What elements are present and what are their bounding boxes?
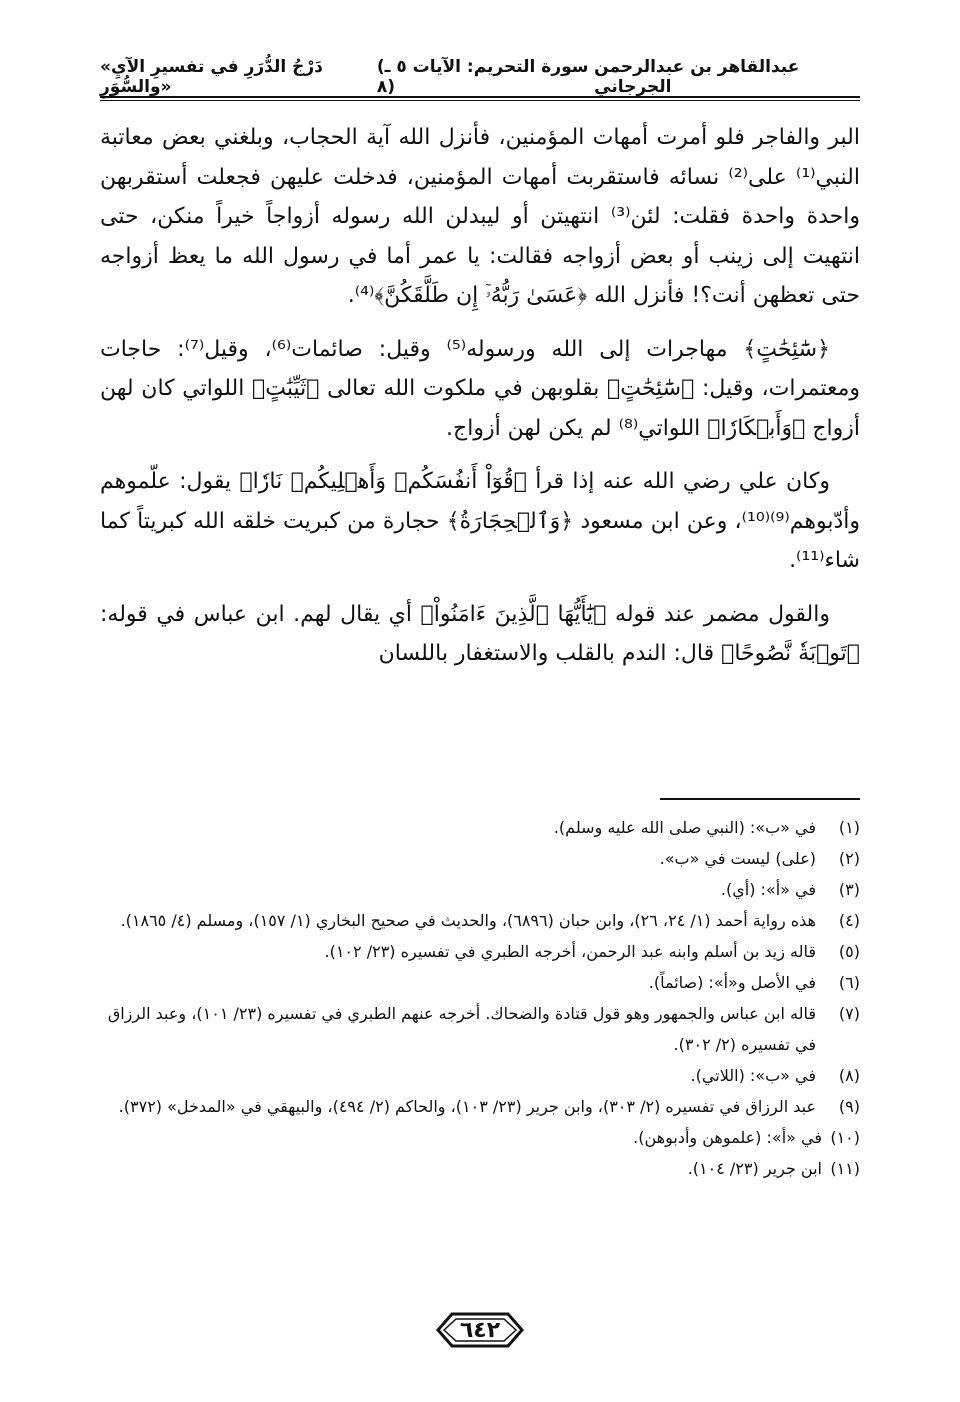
- footnote-number: (٨): [838, 1066, 860, 1085]
- footnote-number: (٧): [838, 1004, 860, 1023]
- page-number: ٦٤٢: [459, 1317, 501, 1343]
- footnote-number: (٢): [838, 849, 860, 868]
- footnote-number: (١): [838, 818, 860, 837]
- footnote-text: في «ب»: (اللاتي).: [690, 1066, 816, 1085]
- footnote-text: هذه رواية أحمد (١/ ٢٤، ٢٦)، وابن حبان (٦٨٩٦)، والحديث في صحيح البخاري (١/ ١٥٧)، ومسلم (٤/ ١٨٦٥).: [120, 911, 816, 930]
- footnote: [100, 967, 860, 998]
- header-rule: [100, 96, 860, 101]
- footnote-text: في الأصل و«أ»: (صائماً).: [648, 973, 816, 992]
- footnote-text: عبد الرزاق في تفسيره (٢/ ٣٠٣)، وابن جرير (٢٣/ ١٠٣)، والحاكم (٢/ ٤٩٤)، والبيهقي في «المدخل» (٣٧٢).: [118, 1097, 816, 1116]
- header-surah-range: (سورة التحريم: الآيات ٥ ـ ٨): [376, 57, 589, 97]
- header-book-title: «دَرْجُ الدُّرَرِ في تفسيرِ الآيِ والسُّوَرِ»: [100, 57, 323, 97]
- footnote: [100, 936, 860, 967]
- footnote-text: قاله ابن عباس والجمهور وهو قول قتادة والضحاك. أخرجه عنهم الطبري في تفسيره (٢٣/ ١٠١)، وعبد الرزاق في تفسيره (٢/ ٣٠٢).: [107, 1004, 816, 1054]
- footnote: [100, 843, 860, 874]
- footnote-number: (٣): [838, 880, 860, 899]
- footnote-text: في «ب»: (النبي صلى الله عليه وسلم).: [553, 818, 816, 837]
- footnote: [100, 905, 860, 936]
- paragraph: البر والفاجر فلو أمرت أمهات المؤمنين، فأنزل الله آية الحجاب، وبلغني بعض معاتبة النبي⁽¹⁾ على⁽²⁾ نسائه فاستقربت أمهات المؤمنين، فدخلت عليهن فجعلت أستقربهن واحدة واحدة فقلت: لئن⁽³⁾ انتهيتن أو ليبدلن الله رسوله أزواجاً خيراً منكن، حتى انتهيت إلى زينب أو بعض أزواجه فقالت: يا عمر أما في رسول الله ما يعظ أزواجه حتى تعظهن أنت؟! فأنزل الله ﴿عَسَىٰ رَبُّهُۥٓ إِن طَلَّقَكُنَّ﴾⁽⁴⁾.: [100, 125, 860, 308]
- footnote-text: ابن جرير (٢٣/ ١٠٤).: [687, 1159, 822, 1178]
- footnote: [100, 1153, 860, 1184]
- main-text: [100, 118, 860, 688]
- footnote-text: قاله زيد بن أسلم وابنه عبد الرحمن، أخرجه الطبري في تفسيره (٢٣/ ١٠٢).: [324, 942, 816, 961]
- footnote-number: (٦): [838, 973, 860, 992]
- page-number-ornament: [430, 1310, 530, 1350]
- footnote-separator: [660, 798, 860, 800]
- footnote-number: (٩): [838, 1097, 860, 1116]
- footnote: [100, 1122, 860, 1153]
- running-header: [100, 57, 860, 97]
- footnote-number: (٥): [838, 942, 860, 961]
- header-author: عبدالقاهر بن عبدالرحمن الجرجاني: [594, 57, 800, 97]
- paragraph: والقول مضمر عند قوله ﴿يَٰٓأَيُّهَا ٱلَّذِينَ ءَامَنُواْ﴾ أي يقال لهم. ابن عباس في قوله: ﴿تَوۡبَةٗ نَّصُوحًا﴾ قال: الندم بالقلب والاستغفار باللسان: [100, 601, 860, 666]
- footnote: [100, 874, 860, 905]
- footnotes: [100, 812, 860, 1184]
- footnote-number: (١٠): [830, 1128, 860, 1147]
- footnote: [100, 998, 860, 1060]
- footnote-text: (على) ليست في «ب».: [659, 849, 816, 868]
- paragraph: وكان علي رضي الله عنه إذا قرأ ﴿قُوٓاْ أَنفُسَكُمۡ وَأَهۡلِيكُمۡ نَارٗا﴾ يقول: علّموهم وأدّبوهم⁽⁹⁾⁽¹⁰⁾، وعن ابن مسعود ﴿وَٱلۡحِجَارَةُ﴾ حجارة من كبريت خلقه الله كبريتاً كما شاء⁽¹¹⁾.: [100, 469, 860, 573]
- footnote-number: (١١): [830, 1159, 860, 1178]
- footnote-text: في «أ»: (علموهن وأدبوهن).: [633, 1128, 822, 1147]
- paragraph: ﴿سَٰٓئِحَٰتٍ﴾ مهاجرات إلى الله ورسوله⁽⁵⁾ وقيل: صائمات⁽⁶⁾، وقيل⁽⁷⁾: حاجات ومعتمرات، وقيل: ﴿سَٰٓئِحَٰتٍ﴾ بقلوبهن في ملكوت الله تعالى ﴿ثَيِّبَٰتٍ﴾ اللواتي كان لهن أزواج ﴿وَأَبۡكَارٗا﴾ اللواتي⁽⁸⁾ لم يكن لهن أزواج.: [100, 336, 860, 441]
- footnote-text: في «أ»: (أي).: [720, 880, 816, 899]
- footnote: [100, 812, 860, 843]
- footnote: [100, 1091, 860, 1122]
- footnote: [100, 1060, 860, 1091]
- footnote-number: (٤): [838, 911, 860, 930]
